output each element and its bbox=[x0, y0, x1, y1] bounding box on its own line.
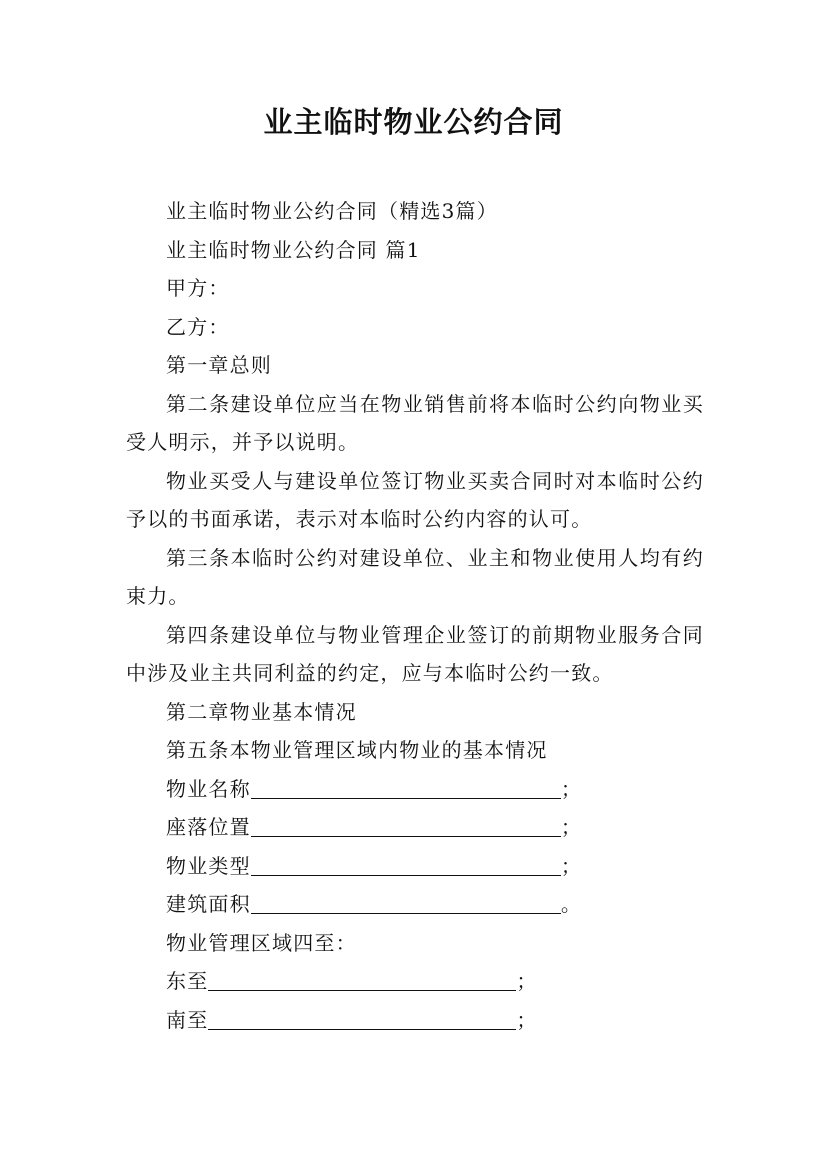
article-3: 第三条本临时公约对建设单位、业主和物业使用人均有约束力。 bbox=[126, 545, 704, 608]
fill-in-blank bbox=[208, 968, 516, 991]
section-heading: 业主临时物业公约合同 篇1 bbox=[166, 237, 421, 262]
field-end-punct: ； bbox=[560, 815, 583, 839]
fill-in-blank bbox=[251, 776, 561, 799]
article-5: 第五条本物业管理区域内物业的基本情况 bbox=[166, 738, 548, 762]
boundary-label: 东至 bbox=[166, 969, 209, 993]
field-property-type bbox=[126, 847, 704, 886]
fill-in-blank bbox=[208, 1007, 516, 1030]
field-label: 物业类型 bbox=[166, 853, 251, 878]
fill-in-blank bbox=[251, 891, 561, 914]
boundary-heading: 物业管理区域四至： bbox=[166, 930, 357, 955]
document-body bbox=[126, 192, 704, 1039]
field-label: 建筑面积 bbox=[166, 892, 251, 916]
boundary-east bbox=[126, 962, 704, 1001]
field-end-punct: ； bbox=[560, 776, 583, 801]
boundary-end-punct: ； bbox=[516, 1007, 538, 1032]
field-end-punct: ； bbox=[560, 853, 583, 878]
article-4: 第四条建设单位与物业管理企业签订的前期物业服务合同中涉及业主共同利益的约定，应与本临时公约一致。 bbox=[126, 622, 704, 685]
fill-in-blank bbox=[251, 814, 561, 837]
party-b-line: 乙方： bbox=[166, 314, 230, 339]
chapter-1-heading: 第一章总则 bbox=[166, 353, 272, 377]
party-a-line: 甲方： bbox=[166, 276, 230, 300]
document-title: 业主临时物业公约合同 bbox=[263, 105, 564, 139]
article-2: 第二条建设单位应当在物业销售前将本临时公约向物业买受人明示，并予以说明。 bbox=[126, 391, 704, 454]
field-label: 座落位置 bbox=[166, 815, 251, 839]
article-2-continuation: 物业买受人与建设单位签订物业买卖合同时对本临时公约予以的书面承诺，表示对本临时公约内容的认可。 bbox=[126, 468, 704, 531]
subtitle: 业主临时物业公约合同（精选3篇） bbox=[166, 199, 498, 223]
boundary-end-punct: ； bbox=[516, 969, 538, 993]
field-label: 物业名称 bbox=[166, 776, 251, 801]
boundary-label: 南至 bbox=[166, 1007, 209, 1032]
boundary-south bbox=[126, 1001, 704, 1040]
chapter-2-heading: 第二章物业基本情况 bbox=[166, 699, 357, 724]
fill-in-blank bbox=[251, 853, 561, 876]
field-building-area bbox=[126, 885, 704, 924]
field-location bbox=[126, 808, 704, 847]
field-end-punct: 。 bbox=[560, 892, 583, 916]
field-property-name bbox=[126, 770, 704, 809]
